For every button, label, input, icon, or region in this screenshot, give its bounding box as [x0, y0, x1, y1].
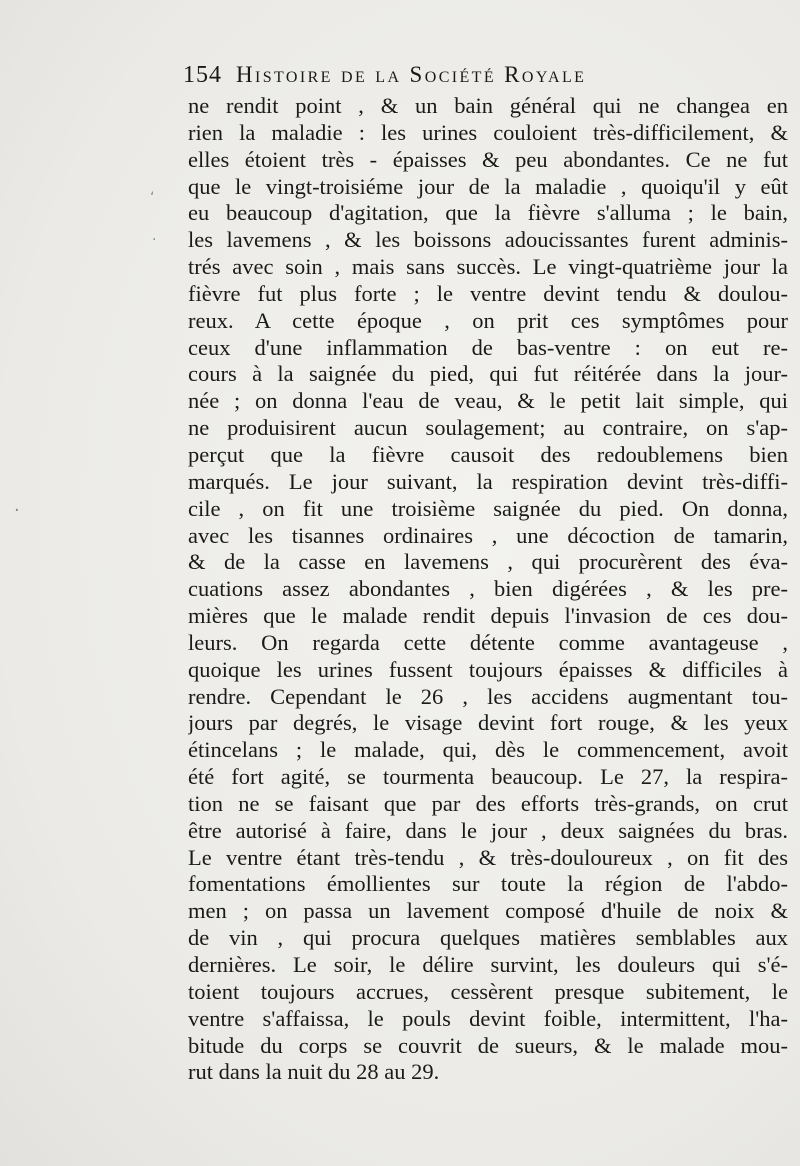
text-line: cile , on fit une troisième saignée du pied. On donna, [188, 495, 788, 521]
text-line: eu beaucoup d'agitation, que la fièvre s'alluma ; le bain, [188, 200, 788, 226]
margin-speck: · [14, 500, 20, 521]
text-line: ne produisirent aucun soulagement; au contraire, on s'ap- [188, 415, 788, 441]
text-line: & de la casse en lavemens , qui procurèrent des éva- [188, 549, 788, 575]
text-line: toient toujours accrues, cessèrent presque subitement, le [188, 978, 788, 1004]
text-line: étincelans ; le malade, qui, dès le commencement, avoit [188, 737, 788, 763]
text-line: marqués. Le jour suivant, la respiration devint très-diffi- [188, 468, 788, 494]
text-line: rendre. Cependant le 26 , les accidens augmentant tou- [188, 683, 788, 709]
margin-speck: ‘ [150, 190, 155, 206]
text-line: bitude du corps se couvrit de sueurs, & le malade mou- [188, 1032, 788, 1058]
text-line: été fort agité, se tourmenta beaucoup. Le 27, la respira- [188, 764, 788, 790]
text-line: rien la maladie : les urines couloient très-difficilement, & [188, 119, 788, 145]
text-line: être autorisé à faire, dans le jour , deux saignées du bras. [188, 817, 788, 843]
text-line: de vin , qui procura quelques matières semblables aux [188, 925, 788, 951]
running-title: Histoire de la Société Royale [236, 62, 587, 87]
text-line: quoique les urines fussent toujours épaisses & difficiles à [188, 656, 788, 682]
text-line: dernières. Le soir, le délire survint, les douleurs qui s'é- [188, 952, 788, 977]
margin-speck: · [152, 232, 157, 248]
text-line: mières que le malade rendit depuis l'invasion de ces dou- [188, 603, 788, 629]
text-line: leurs. On regarda cette détente comme avantageuse , [188, 629, 788, 655]
text-line: cours à la saignée du pied, qui fut réitérée dans la jour- [188, 361, 788, 387]
text-line: Le ventre étant très-tendu , & très-douloureux , on fit des [188, 844, 788, 870]
page-number: 154 [183, 62, 222, 88]
text-line: ceux d'une inflammation de bas-ventre : on eut re- [188, 334, 788, 360]
text-line: jours par degrés, le visage devint fort rouge, & les yeux [188, 710, 788, 736]
text-line: que le vingt-troisiéme jour de la maladie , quoiqu'il y eût [188, 173, 788, 199]
text-line: les lavemens , & les boissons adoucissantes furent adminis- [188, 227, 788, 253]
text-line: tion ne se faisant que par des efforts très-grands, on crut [188, 790, 788, 816]
text-line: ventre s'affaissa, le pouls devint foible, intermittent, l'ha- [188, 1005, 788, 1031]
text-line-last: rut dans la nuit du 28 au 29. [188, 1059, 440, 1085]
text-line: née ; on donna l'eau de veau, & le petit lait simple, qui [188, 388, 788, 414]
text-line: fomentations émollientes sur toute la région de l'abdo- [188, 871, 788, 897]
body-text [188, 93, 788, 1086]
text-line: reux. A cette époque , on prit ces symptômes pour [188, 307, 788, 333]
text-line: men ; on passa un lavement composé d'huile de noix & [188, 898, 788, 924]
text-line: cuations assez abondantes , bien digérées , & les pre- [188, 576, 788, 602]
text-line: perçut que la fièvre causoit des redoublemens bien [188, 441, 788, 467]
text-line: fièvre fut plus forte ; le ventre devint tendu & doulou- [188, 280, 788, 306]
text-line: avec les tisannes ordinaires , une décoction de tamarin, [188, 522, 788, 548]
page-header [183, 62, 703, 96]
text-line: trés avec soin , mais sans succès. Le vingt-quatrième jour la [188, 254, 788, 280]
text-line: ne rendit point , & un bain général qui ne changea en [188, 93, 788, 118]
text-line: elles étoient très - épaisses & peu abondantes. Ce ne fut [188, 146, 788, 172]
